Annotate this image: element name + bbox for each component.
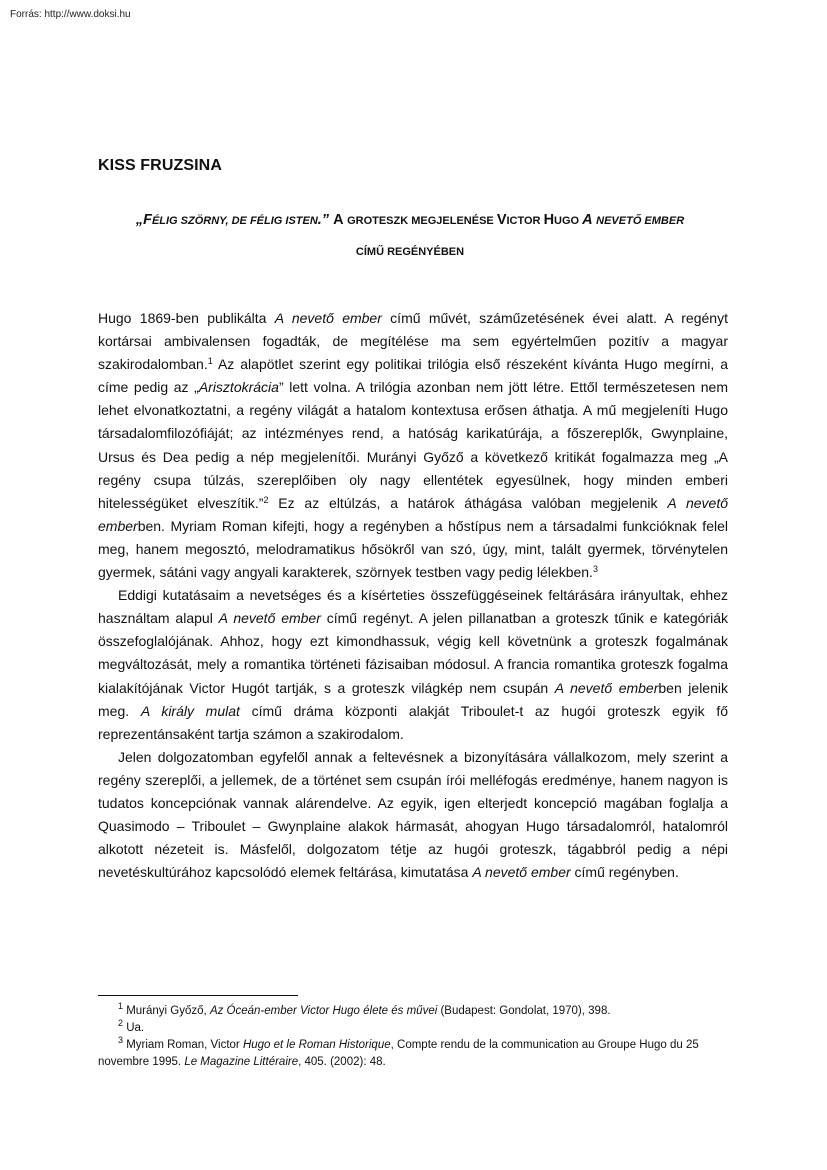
title-quote [136,212,333,228]
work-title: A nevető ember [554,679,659,696]
title-work-rest: NEVETŐ EMBER [596,215,685,227]
footnote-3: $^3$ Myriam Roman, Victor Hugo et le Roman Historique, Compte rendu de la communication au Groupe Hugo du 25 novembre 1995. Le Magazine Littéraire, 405. (2002): 48. [98,1035,699,1068]
cited-work: Le Magazine Littéraire [184,1056,299,1068]
footnote-divider [98,995,298,996]
title-part: V [496,212,507,228]
footnote-ref-3[interactable]: 3 [592,564,598,575]
title-part: GROTESZK MEGJELENÉSE [347,215,497,227]
title-work-initial: A [582,212,597,228]
article-title [130,205,690,267]
footnote-mark: 3 [118,1035,124,1045]
title-part: CÍMŰ REGÉNYÉBEN [355,246,465,258]
footnotes [98,1003,728,1071]
source-url: Forrás: http://www.doksi.hu [10,9,131,20]
title-part: UGO [554,215,583,227]
footnote-ref-2[interactable]: 2 [263,494,269,505]
title-quote-rest: ÉLIG SZÖRNY, DE FÉLIG ISTEN [151,215,318,227]
work-title: A király mulat [140,702,240,719]
work-title: A nevető ember [274,310,382,326]
cited-work: Az Óceán-ember Victor Hugo élete és művei [209,1005,438,1017]
title-quote-open: „ [135,212,144,228]
footnote-ref-1[interactable]: 1 [207,356,213,367]
work-title: A nevető ember [472,864,571,881]
title-part: A [333,212,348,228]
article-body [98,307,728,884]
work-title: A nevető ember [218,610,321,627]
paragraph-1: Hugo 1869-ben publikálta A nevető ember című művét, száműzetésének évei alatt. A regényt kortársai ambivalensen fogadták, de megítélése ma sem egyértelműen pozitív a magyar szakirodalomban.$^1$ Az alapötlet szerint egy politikai trilógia első részeként kívánta Hugo megírni, a címe pedig az „Arisztokrácia” lett volna. A trilógia azonban nem jött létre. Ettől természetesen nem lehet elvonatkoztatni, a regény világát a hatalom kontextusa erősen áthatja. A mű megjeleníti Hugo társadalomfilozófiáját; az intézményes rend, a hatóság karikatúrája, a főszereplők, Gwynplaine, Ursus és Dea pedig a nép megjelenítői. Murányi Győző a következő kritikát fogalmazza meg „A regény csupa túlzás, szereplőiben oly nagy ellentétek egyesülnek, hogy minden emberi hitelességüket elveszítik.”$^2$ Ez az eltúlzás, a határok áthágása valóban megjelenik A nevető emberben. Myriam Roman kifejti, hogy a regényben a hőstípus nem a társadalmi funkcióknak felel meg, hanem megosztó, melodramatikus hősökről van szó, úgy, mint, talált gyermek, törvénytelen gyermek, sátáni vagy angyali karakterek, szörnyek testben vagy pedig lélekben.$^3$ [98,310,728,581]
paragraph-3: Jelen dolgozatomban egyfelől annak a feltevésnek a bizonyítására vállalkozom, mely szerint a regény szereplői, a jellemek, de a történet sem csupán írói melléfogás eredménye, hanem nagyon is tudatos koncepciónak vannak alárendelve. Az egyik, igen elterjedt koncepció magában foglalja a Quasimodo – Triboulet – Gwynplaine alakok hármasát, ahogyan Hugo társadalomról, hatalomról alkotott nézeteit is. Másfelől, dolgozatom tétje az hugói groteszk, tágabbról pedig a népi nevetéskultúrához kapcsolódó elemek feltárása, kimutatása A nevető ember című regényben. [98,748,728,881]
footnote-2: $^2$ Ua. [118,1018,145,1034]
footnote-mark: 2 [118,1018,124,1028]
work-title: A nevető ember [98,494,728,534]
title-part: ICTOR [506,215,544,227]
author-name: KISS FRUZSINA [98,157,222,174]
work-title: Arisztokrácia [198,379,279,396]
title-quote-close: .” [317,212,334,228]
cited-work: Hugo et le Roman Historique [242,1039,391,1051]
paragraph-2: Eddigi kutatásaim a nevetséges és a kísérteties összefüggéseinek feltárására irányultak, ehhez használtam alapul A nevető ember című regényt. A jelen pillanatban a groteszk tűnik e kategóriák összefoglalójának. Ahhoz, hogy ezt kimondhassuk, végig kell követnünk a groteszk fogalmának megváltozását, mely a romantika történeti fázisaiban módosul. A francia romantika groteszk fogalma kialakítójának Victor Hugót tartják, s a groteszk világkép nem csupán A nevető emberben jelenik meg. A király mulat című dráma központi alakját Triboulet-t az hugói groteszk egyik fő reprezentánsaként tartja számon a szakirodalom. [98,587,728,742]
footnote-1: $^1$ Murányi Győző, Az Óceán-ember Victor Hugo élete és művei (Budapest: Gondolat, 1970), 398. [118,1001,611,1017]
title-part: H [543,212,555,228]
title-work [582,212,684,228]
footnote-mark: 1 [118,1001,124,1011]
title-quote-initial: F [143,212,152,228]
